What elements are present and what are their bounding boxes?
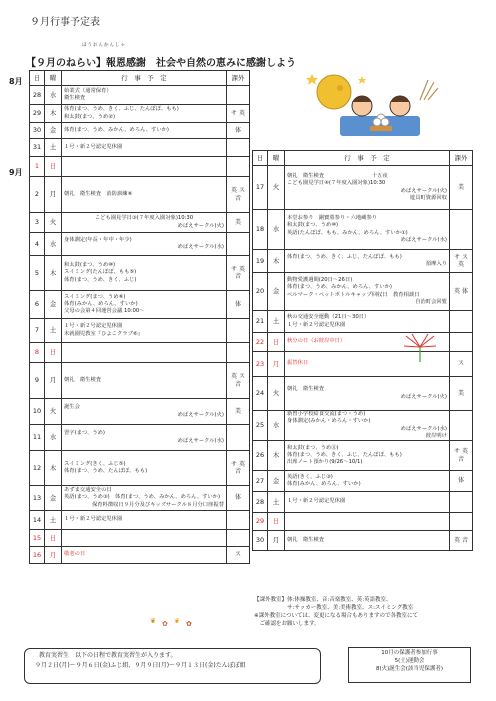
extra-class-cell (227, 86, 250, 105)
day-cell: 29 (30, 105, 45, 123)
plan-line: 体育(みかん、めろん、すいか) (287, 481, 361, 487)
plan-line: 朝礼 衛生検査 十五夜 (287, 173, 388, 180)
plan-line: 朝礼 衛生検査 (287, 386, 325, 393)
weekday-cell: 土 (45, 319, 62, 343)
extra-class-cell: 美 (227, 399, 250, 425)
day-cell: 24 (253, 377, 268, 411)
extra-class-cell: サ ス 英 (450, 250, 473, 273)
day-cell: 12 (30, 451, 45, 486)
extra-class-cell (450, 411, 473, 441)
weekday-cell: 土 (45, 139, 62, 157)
plan-line: めばえサークル(水) (400, 236, 447, 243)
weekday-cell: 木 (45, 451, 62, 486)
weekday-cell: 月 (268, 531, 285, 551)
parent-events-title: 10月の保護者参加行事 (381, 650, 438, 656)
day-cell: 14 (30, 511, 45, 530)
extra-class-cell (450, 513, 473, 531)
day-cell: 15 (30, 530, 45, 547)
plan-line: 朝礼 衛生検査 (64, 376, 102, 383)
day-cell: 9 (30, 363, 45, 399)
weekday-cell: 月 (268, 352, 285, 377)
plan-cell (62, 363, 227, 399)
day-cell: 30 (30, 123, 45, 139)
extra-class-cell: 美 (227, 213, 250, 233)
august-label: 8月 (9, 77, 23, 86)
plan-line: 体育(まつ、うめ、きく、ふじ、たんぽぽ、もも) (287, 253, 402, 260)
plan-line: スイミング(たんぽぽ、もも⑤) (64, 269, 137, 276)
day-cell: 18 (253, 210, 268, 250)
day-cell: 31 (30, 139, 45, 157)
weekday-cell: 日 (45, 157, 62, 177)
weekday-cell: 月 (45, 547, 62, 564)
weekday-cell: 月 (45, 363, 62, 399)
extra-class-cell (227, 511, 250, 530)
day-cell: 7 (30, 319, 45, 343)
plan-line: 朝礼 衛生検査 (287, 536, 325, 543)
plan-line: 敬老の日 (64, 551, 86, 558)
weekday-cell: 水 (268, 210, 285, 250)
plan-line: 和太鼓(まつ、うめ⑩) (64, 262, 116, 269)
plan-line: 動物愛護週間(20日～26日) (287, 277, 353, 284)
table-row (253, 311, 473, 333)
extra-class-cell: 体 (227, 486, 250, 511)
plan-line: 朝礼 衛生検査 消防訓練⑥ (64, 190, 133, 197)
table-row (253, 377, 473, 411)
weekday-cell: 水 (45, 233, 62, 256)
plan-cell (62, 425, 227, 451)
table-row (30, 547, 250, 564)
plan-line: あずま交通安全の日 (64, 487, 112, 494)
plan-line: 父母の会第４回運営会議 10:00～ (64, 308, 145, 315)
extra-class-cell (450, 210, 473, 250)
plan-line: 英語(たんぽぽ、もも、みかん、めろん、すいか①) (287, 229, 408, 236)
plan-line: 体育(まつ、うめ、きく、ふじ、たんぽぽ、もも) (64, 106, 179, 113)
plan-cell (62, 319, 227, 343)
plan-cell (62, 256, 227, 291)
plan-line: 和太鼓(まつ、うめ⑪) (287, 444, 339, 451)
table-row (30, 343, 250, 363)
weekday-cell: 金 (268, 471, 285, 492)
table-row (30, 256, 250, 291)
plan-line: 身体測定(年長・年中・年少) (64, 236, 132, 243)
weekday-cell: 土 (45, 511, 62, 530)
plan-cell (62, 511, 227, 530)
extra-class-cell: 美 (450, 166, 473, 210)
day-cell: 22 (253, 333, 268, 352)
extra-class-cell: サ 英 音 (450, 441, 473, 471)
weekday-cell: 金 (45, 123, 62, 139)
plan-line: 英語(まつ、うめ③) 体育(まつ、うめ、みかん、めろん、すいか) (64, 494, 221, 501)
extra-class-cell: ス (227, 547, 250, 564)
day-cell: 29 (253, 513, 268, 531)
plan-cell (285, 210, 450, 250)
day-cell: 28 (253, 492, 268, 513)
day-cell: 21 (253, 311, 268, 333)
plan-line: 遊具町資源回収 (409, 194, 447, 201)
plan-cell (62, 399, 227, 425)
extra-class-cell: 英 ス 音 (227, 363, 250, 399)
plan-line: 彼岸明け (425, 432, 447, 439)
table-row (30, 139, 250, 157)
plan-line: 体育(みかん、めろん、すいか) (64, 300, 138, 307)
table-row (30, 86, 250, 105)
plan-line: 和太鼓(まつ、うめ②) (64, 113, 116, 120)
day-cell: 11 (30, 425, 45, 451)
table-row (253, 250, 473, 273)
extra-class-cell (227, 530, 250, 547)
plan-line: 本堂お参り 銅寶墓参り・六地蔵参り (287, 215, 378, 222)
extra-class-cell (227, 139, 250, 157)
header-weekday: 曜 (268, 151, 285, 166)
extra-classes-note: 【課外教室】体:体操教室、音:音楽教室、英:英語教室、 サ:サッカー教室、美:美術教室、ス:スイミング教室 ※課外教室については、変更になる場合もありますので各教室にて ご確認をお願いします。 (254, 597, 419, 627)
table-row (253, 166, 473, 210)
plan-line: １号・新２号認定児休園 (64, 323, 123, 330)
extra-class-cell: サ 英 音 (227, 451, 250, 486)
weekday-cell: 日 (268, 513, 285, 531)
table-row (253, 411, 473, 441)
plan-cell (62, 86, 227, 105)
autumn-leaf-icon: ✿ (162, 620, 168, 628)
day-cell: 2 (30, 177, 45, 213)
weekday-cell: 水 (45, 425, 62, 451)
extra-class-cell: 美 (450, 377, 473, 411)
weekday-cell: 火 (45, 399, 62, 425)
plan-line: 預摩入り (425, 261, 447, 267)
table-row (30, 511, 250, 530)
extra-class-cell: 英 体 (450, 273, 473, 311)
extra-class-cell: 英 音 (450, 531, 473, 551)
weekday-cell: 日 (45, 530, 62, 547)
day-cell: 27 (253, 471, 268, 492)
table-row (30, 486, 250, 511)
plan-cell (62, 291, 227, 319)
plan-cell (285, 513, 450, 531)
extra-class-cell (227, 425, 250, 451)
plan-cell (285, 377, 450, 411)
day-cell: 10 (30, 399, 45, 425)
plan-cell (62, 213, 227, 233)
day-cell: 4 (30, 233, 45, 256)
plan-line: 体育(まつ、うめ、みかん、めろん、すいか) (287, 284, 392, 291)
plan-cell (62, 157, 227, 177)
plan-line: 秋分の日（お彼岸中日） (287, 338, 346, 345)
plan-line: 自治町会回覧 (415, 298, 447, 305)
autumn-leaf-icon: ❦ (174, 617, 180, 625)
table-row (253, 513, 473, 531)
plan-cell (285, 441, 450, 471)
header-weekday: 曜 (45, 71, 62, 86)
plan-line: めばえサークル(火) (177, 222, 224, 229)
plan-cell (62, 530, 227, 547)
table-row (30, 105, 250, 123)
weekday-cell: 土 (268, 311, 285, 333)
plan-line: 和太鼓(まつ、うめ⑩) (287, 222, 339, 229)
extra-class-cell: 英 ス 音 (227, 177, 250, 213)
table-row (30, 451, 250, 486)
september-label: 9月 (9, 168, 23, 177)
table-row (30, 213, 250, 233)
table-row (253, 441, 473, 471)
table-row (30, 363, 250, 399)
moon-viewing-illustration (300, 70, 460, 140)
plan-line: めばえサークル(水) (177, 244, 224, 250)
plan-cell (62, 105, 227, 123)
page-title: ９月行事予定表 (30, 17, 100, 28)
plan-line: 習字(まつ、うめ) (64, 430, 105, 437)
weekday-cell: 水 (45, 86, 62, 105)
weekday-cell: 土 (268, 492, 285, 513)
day-cell: 13 (30, 486, 45, 511)
header-extra: 課外 (450, 151, 473, 166)
table-row (30, 157, 250, 177)
plan-cell (285, 531, 450, 551)
plan-line: こども園見学日④(７年度入園対象)10:30 (287, 180, 386, 187)
weekday-cell: 木 (45, 105, 62, 123)
header-extra: 課外 (227, 71, 250, 86)
plan-line: １号・新２号認定児休園 (287, 321, 346, 328)
plan-cell (285, 250, 450, 273)
day-cell: 5 (30, 256, 45, 291)
extra-class-cell: 体 (227, 123, 250, 139)
extra-class-cell (227, 233, 250, 256)
extra-class-cell (227, 319, 250, 343)
day-cell: 19 (253, 250, 268, 273)
plan-cell (285, 166, 450, 210)
table-row (30, 319, 250, 343)
plan-line: 体育(まつ、うめ、みかん、めろん、すいか) (64, 126, 169, 133)
plan-cell (62, 451, 227, 486)
weekday-cell: 水 (268, 411, 285, 441)
plan-line: めばえサークル(火) (400, 393, 447, 400)
plan-cell (62, 343, 227, 363)
plan-cell (62, 486, 227, 511)
plan-cell (62, 547, 227, 564)
weekday-cell: 火 (45, 213, 62, 233)
monthly-theme: 【９月のねらい】報恩感謝 社会や自然の恵みに感謝しよう (26, 58, 296, 69)
weekday-cell: 木 (268, 250, 285, 273)
plan-cell (62, 233, 227, 256)
table-row (30, 399, 250, 425)
weekday-cell: 金 (45, 486, 62, 511)
parent-events-line-2: 8(火)誕生会(該当児保護者) (375, 665, 444, 672)
schedule-table-left (29, 70, 250, 564)
day-cell: 17 (253, 166, 268, 210)
plan-line: 新曽小学校給食交流(まつ・うめ) (287, 411, 366, 418)
weekday-cell: 月 (45, 177, 62, 213)
autumn-leaf-icon: ✿ (186, 620, 192, 628)
practice-line-2: ９月２日(月)～９月６日(金)ふじ組、９月９日(月)～９月１３日(金)たんぽぽ組 (35, 661, 246, 669)
plan-line: めばえサークル(火) (400, 187, 447, 194)
plan-line: こども園見学日③(７年度入園対象)10:30 (94, 215, 194, 222)
day-cell: 23 (253, 352, 268, 377)
plan-cell (285, 492, 450, 513)
plan-cell (285, 311, 450, 333)
extra-class-cell (227, 343, 250, 363)
weekday-cell: 日 (45, 343, 62, 363)
extra-class-cell: サ 英 (227, 105, 250, 123)
plan-line: 体育(まつ、うめ、きく、ふじ) (64, 276, 137, 283)
plan-line: １号・新２号認定児休園 (64, 516, 123, 523)
parent-events-box (348, 647, 471, 683)
extra-class-cell (450, 492, 473, 513)
extra-class-cell: 体 (227, 291, 250, 319)
plan-line: 衛生検査 (64, 95, 86, 101)
extra-class-cell: ス (450, 352, 473, 377)
table-row (30, 123, 250, 139)
plan-line: １号・新２号認定児休園 (287, 498, 346, 505)
plan-line: ベルマーク・ペットボトルキャップ回収日 教育相談日 (287, 291, 420, 298)
extra-class-cell (450, 311, 473, 333)
plan-cell (62, 177, 227, 213)
table-row (30, 530, 250, 547)
day-cell: 20 (253, 273, 268, 311)
table-row (253, 531, 473, 551)
plan-cell (285, 411, 450, 441)
day-cell: 28 (30, 86, 45, 105)
table-row (253, 492, 473, 513)
plan-line: 未就園児教室『ひよこクラブ⑥』 (64, 330, 143, 337)
extra-class-cell: サ 英 音 (227, 256, 250, 291)
plan-line: 誕生会 (64, 404, 80, 411)
weekday-cell: 火 (268, 166, 285, 210)
plan-line: 始業式（通常保育） (64, 87, 112, 94)
plan-line: 体育(まつ、うめ、たんぽぽ、もも) (64, 468, 148, 474)
plan-line: 秋の交通安全運動（21日～30日） (287, 314, 370, 321)
practice-line-1: 教育実習生 以下の日程で教育実習生が入ります。 (39, 652, 177, 659)
day-cell: 8 (30, 343, 45, 363)
weekday-cell: 木 (268, 441, 285, 471)
weekday-cell: 日 (268, 333, 285, 352)
plan-line: 出席ノート預かり(9/26～10/1) (287, 459, 363, 466)
day-cell: 25 (253, 411, 268, 441)
plan-cell (285, 273, 450, 311)
header-day: 日 (30, 71, 45, 86)
extra-class-cell: 体 (450, 471, 473, 492)
plan-line: 身体測定(みかん・めろん・すいか) (287, 418, 371, 425)
weekday-cell: 火 (268, 377, 285, 411)
weekday-cell: 木 (45, 256, 62, 291)
header-plan: 行 事 予 定 (285, 151, 450, 166)
day-cell: 1 (30, 157, 45, 177)
plan-cell (62, 123, 227, 139)
day-cell: 26 (253, 441, 268, 471)
extra-class-cell (450, 333, 473, 352)
day-cell: 3 (30, 213, 45, 233)
extra-class-cell (227, 157, 250, 177)
plan-line: めばえサークル(火) (177, 411, 224, 418)
day-cell: 30 (253, 531, 268, 551)
day-cell: 6 (30, 291, 45, 319)
table-row (253, 273, 473, 311)
plan-line: めばえサークル(水) (400, 425, 447, 432)
plan-cell (62, 139, 227, 157)
plan-line: 英語(きく、ふじ③) (287, 473, 333, 480)
plan-line: 体育(まつ、うめ、きく、ふじ、たんぽぽ、もも) (287, 451, 402, 458)
higanbana-flower-illustration (400, 332, 440, 362)
plan-line: スイミング(まつ、うめ⑥) (64, 293, 126, 300)
autumn-leaf-icon: ❦ (150, 617, 156, 625)
plan-line: 保育料徴収日９月分及びキッズサークル８月分口座振替 (91, 501, 224, 508)
plan-cell (285, 471, 450, 492)
weekday-cell: 金 (45, 291, 62, 319)
table-row (253, 471, 473, 492)
plan-line: １号・新２号認定児休園 (64, 143, 123, 150)
plan-line: 振替休日 (287, 360, 309, 367)
header-day: 日 (253, 151, 268, 166)
plan-line: めばえサークル(水) (177, 437, 224, 444)
table-row (30, 425, 250, 451)
day-cell: 16 (30, 547, 45, 564)
theme-ruby: ほうおんかんしゃ (82, 43, 126, 48)
parent-events-line-1: 5(土)運動会 (394, 657, 425, 664)
teacher-practice-box (24, 648, 321, 684)
header-plan: 行 事 予 定 (62, 71, 227, 86)
table-row (30, 233, 250, 256)
table-row (30, 291, 250, 319)
weekday-cell: 金 (268, 273, 285, 311)
table-row (253, 210, 473, 250)
table-row (30, 177, 250, 213)
plan-line: スイミング(きく、ふじ⑤) (64, 460, 126, 467)
